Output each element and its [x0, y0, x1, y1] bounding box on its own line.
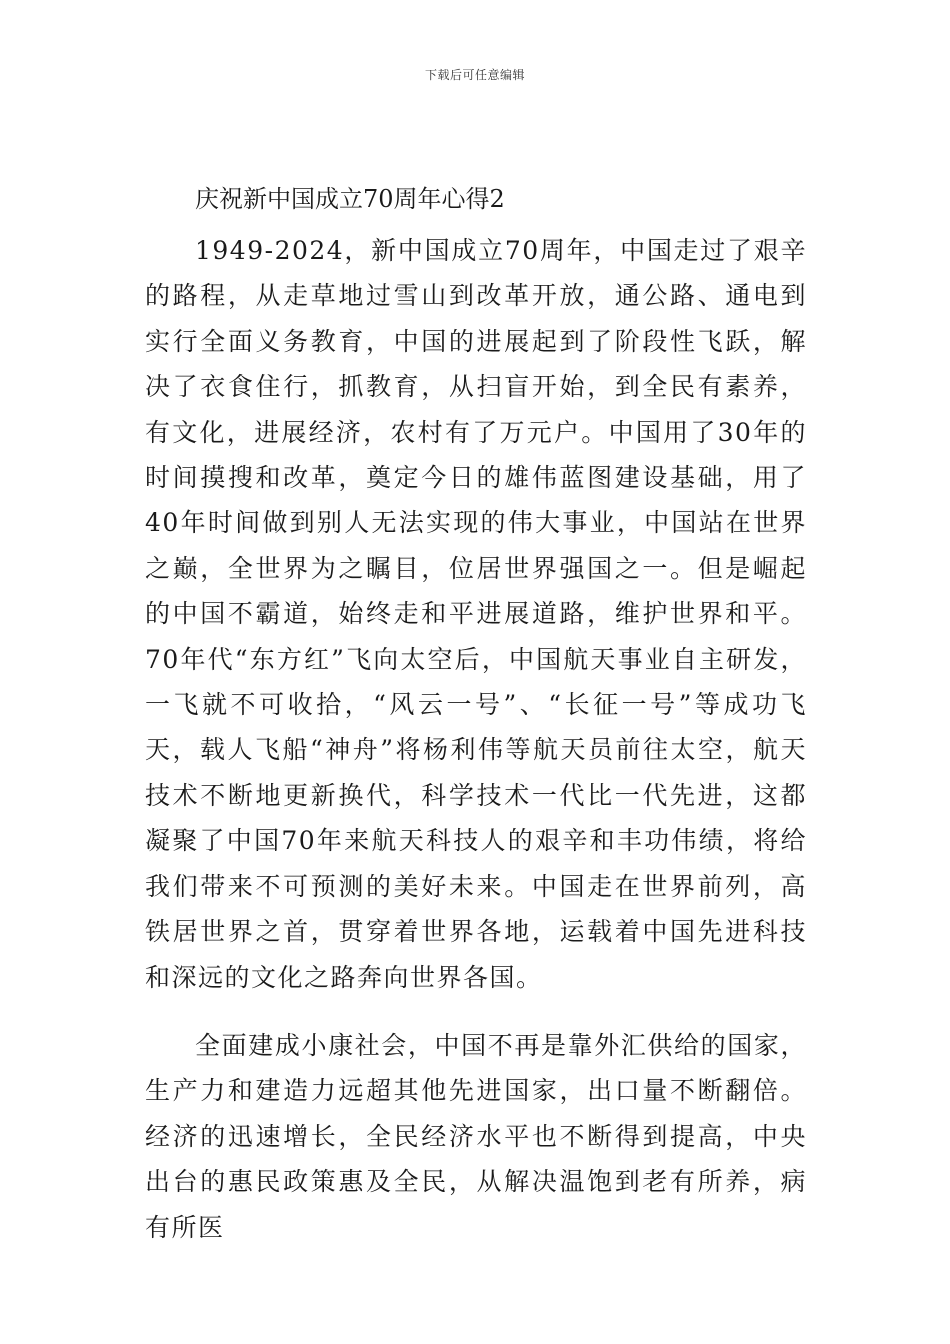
- document-title: 庆祝新中国成立70周年心得2: [195, 185, 505, 213]
- body-paragraph-2: 全面建成小康社会，中国不再是靠外汇供给的国家，生产力和建造力远超其他先进国家，出口量不断翻倍。经济的迅速增长，全民经济水平也不断得到提高，中央出台的惠民政策惠及全民，从解决温饱到老有所养，病有所医: [145, 1031, 807, 1242]
- body-paragraph-1: 1949-2024，新中国成立70周年，中国走过了艰辛的路程，从走草地过雪山到改革开放，通公路、通电到实行全面义务教育，中国的进展起到了阶段性飞跃，解决了衣食住行，抓教育，从扫盲开始，到全民有素养，有文化，进展经济，农村有了万元户。中国用了30年的时间摸搜和改革，奠定今日的雄伟蓝图建设基础，用了40年时间做到别人无法实现的伟大事业，中国站在世界之巅，全世界为之瞩目，位居世界强国之一。但是崛起的中国不霸道，始终走和平进展道路，维护世界和平。70年代“东方红”飞向太空后，中国航天事业自主研发，一飞就不可收拾，“风云一号”、“长征一号”等成功飞天，载人飞船“神舟”将杨利伟等航天员前往太空，航天技术不断地更新换代，科学技术一代比一代先进，这都凝聚了中国70年来航天科技人的艰辛和丰功伟绩，将给我们带来不可预测的美好未来。中国走在世界前列，高铁居世界之首，贯穿着世界各地，运载着中国先进科技和深远的文化之路奔向世界各国。: [145, 236, 807, 992]
- header-note: 下载后可任意编辑: [424, 68, 525, 82]
